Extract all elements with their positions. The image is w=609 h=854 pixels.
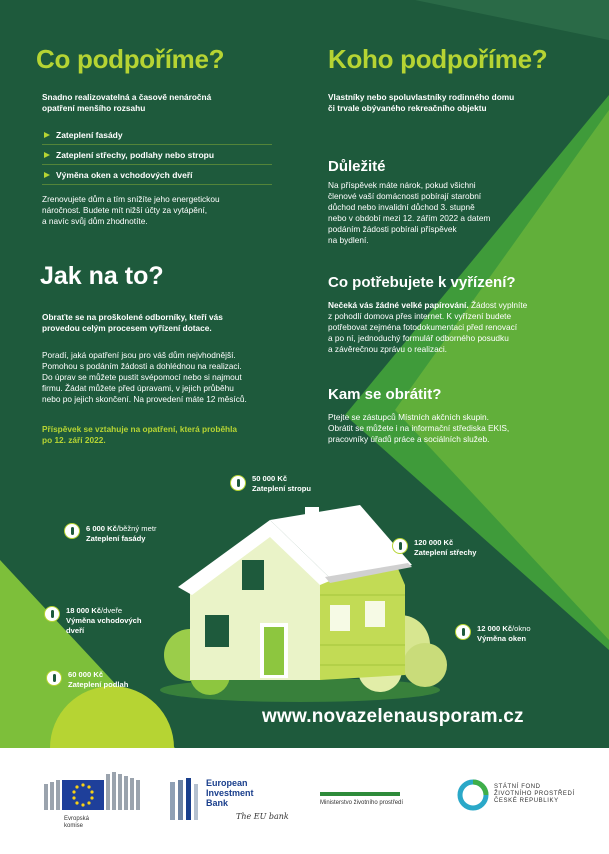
right-intro	[328, 92, 514, 114]
window-icon	[455, 624, 471, 640]
callout-floor	[68, 670, 128, 690]
callout-door-unit: /dveře	[101, 606, 123, 615]
how-note-line2: po 12. září 2022.	[42, 435, 106, 445]
thermometer-icon	[64, 523, 80, 539]
european-commission-logo	[42, 770, 152, 818]
thermometer-icon	[46, 670, 62, 686]
callout-facade	[86, 524, 157, 544]
contact-line: Ptejte se zástupců Místních akčních skupin.	[328, 412, 489, 422]
how-note-line1: Příspěvek se vztahuje na opatření, která proběhla	[42, 424, 238, 434]
eib-line: Bank	[206, 798, 229, 808]
measure-facade: Zateplení fasády	[42, 130, 272, 145]
important-body	[328, 180, 490, 246]
needs-line: potřebovat zejména fotodokumentaci před renovací	[328, 322, 518, 332]
bg-triangle-top	[415, 0, 609, 40]
how-intro	[42, 312, 223, 334]
footer-logos	[0, 748, 609, 854]
important-line: podáním žádosti pobírali příspěvek	[328, 224, 457, 234]
callout-window-unit: /okno	[512, 624, 531, 633]
callout-door-price: 18 000 Kč	[66, 606, 102, 615]
thermometer-icon	[392, 538, 408, 554]
callout-window	[477, 624, 531, 644]
sfzp-line: ŽIVOTNÍHO PROSTŘEDÍ	[494, 791, 575, 797]
how-body-line: nebo po jejich skončení. Na provedení máte 12 měsíců.	[42, 394, 247, 404]
benefit-line2: náročnost. Budete mít nižší účty za vytápění,	[42, 205, 208, 215]
benefit-line1: Zrenovujete dům a tím snížíte jeho energetickou	[42, 194, 220, 204]
eib-tagline: The EU bank	[236, 812, 289, 821]
how-intro-line1: Obraťte se na proškolené odborníky, kteří vás	[42, 312, 223, 322]
ec-caption-line: Evropská	[64, 816, 90, 822]
callout-facade-unit: /běžný metr	[116, 524, 157, 533]
contact-line: Obrátit se můžete i na informační střediska EKIS,	[328, 423, 510, 433]
needs-line: Žádost vyplníte	[468, 300, 528, 310]
callout-floor-label: Zateplení podlah	[68, 680, 129, 689]
how-title: Jak na to?	[40, 262, 164, 290]
mzp-name: Ministerstvo životního prostředí	[320, 800, 404, 806]
left-intro-line2: opatření menšího rozsahu	[42, 103, 146, 113]
callout-floor-price: 60 000 Kč	[68, 670, 104, 679]
how-body-line: Pomohou s podáním žádosti a dohlédnou na realizaci.	[42, 361, 242, 371]
measures-list	[42, 130, 272, 190]
sfzp-line: ČESKÉ REPUBLIKY	[494, 798, 559, 804]
left-intro-line1: Snadno realizovatelná a časově nenáročná	[42, 92, 212, 102]
sfzp-line: STÁTNÍ FOND	[494, 784, 541, 790]
important-line: členové vaší domácnosti pobírají starobní	[328, 191, 482, 201]
callout-window-price: 12 000 Kč	[477, 624, 513, 633]
how-body-line: Do úprav se můžete pustit svépomocí nebo si najmout	[42, 372, 242, 382]
needs-lead: Nečeká vás žádné velké papírování.	[328, 300, 469, 310]
callout-facade-label: Zateplení fasády	[86, 534, 146, 543]
callout-window-label: Výměna oken	[477, 634, 526, 643]
needs-line: a po ní, jednoduchý formulář odborného posudku	[328, 333, 509, 343]
mzp-logo-bar	[320, 792, 400, 796]
how-body	[42, 350, 247, 405]
callout-facade-price: 6 000 Kč	[86, 524, 117, 533]
callout-door-label: dveří	[66, 626, 85, 635]
important-line: nebo v období mezi 12. zářím 2022 a datem	[328, 213, 491, 223]
callout-roofing	[414, 538, 476, 558]
sfzp-name	[494, 784, 575, 805]
eib-name	[206, 778, 254, 808]
how-body-line: Poradí, jaká opatření jsou pro váš dům nejvhodnější.	[42, 350, 236, 360]
contact-body	[328, 412, 509, 445]
website-link[interactable]: www.novazelenausporam.cz	[262, 706, 524, 727]
right-intro-line2: či trvale obývaného rekreačního objektu	[328, 103, 487, 113]
how-body-line: firmu. Žádat můžete před úpravami, v jejich průběhu	[42, 383, 234, 393]
important-title: Důležité	[328, 158, 386, 175]
important-line: Na příspěvek máte nárok, pokud všichni	[328, 180, 476, 190]
callout-door-label: Výměna vchodových	[66, 616, 142, 625]
how-note	[42, 424, 237, 446]
house-illustration	[150, 505, 450, 705]
left-title: Co podpoříme?	[36, 44, 225, 74]
important-line: důchod nebo invalidní důchod 3. stupně	[328, 202, 475, 212]
benefit-line3: a navíc svůj dům zhodnotíte.	[42, 216, 148, 226]
needs-line: a závěrečnou zprávu o realizaci.	[328, 344, 447, 354]
sfzp-logo-mark	[456, 778, 490, 812]
thermometer-icon	[230, 475, 246, 491]
contact-line: pracovníky úřadů práce a sociálních služeb.	[328, 434, 490, 444]
left-benefit	[42, 194, 220, 227]
ec-caption-line: komise	[64, 823, 84, 829]
right-title: Koho podpoříme?	[328, 44, 548, 74]
callout-roof	[252, 474, 311, 494]
eib-line: Investment	[206, 788, 254, 798]
eib-line: European	[206, 778, 248, 788]
eib-logo-mark	[168, 778, 200, 822]
callout-roofing-price: 120 000 Kč	[414, 538, 454, 547]
measure-roof-floor: Zateplení střechy, podlahy nebo stropu	[42, 150, 272, 165]
callout-roofing-label: Zateplení střechy	[414, 548, 477, 557]
needs-body	[328, 300, 578, 355]
callout-roof-label: Zateplení stropu	[252, 484, 312, 493]
contact-title: Kam se obrátit?	[328, 386, 442, 403]
right-intro-line1: Vlastníky nebo spoluvlastníky rodinného domu	[328, 92, 515, 102]
needs-title: Co potřebujete k vyřízení?	[328, 274, 516, 291]
ec-caption	[64, 816, 89, 830]
important-line: na bydlení.	[328, 235, 369, 245]
door-icon	[44, 606, 60, 622]
left-intro	[42, 92, 211, 114]
needs-line-first	[328, 300, 578, 311]
callout-roof-price: 50 000 Kč	[252, 474, 288, 483]
needs-line: z pohodlí domova přes internet. K vyřízení budete	[328, 311, 512, 321]
measure-windows: Výměna oken a vchodových dveří	[42, 170, 272, 185]
callout-door	[66, 606, 142, 636]
how-intro-line2: provedou celým procesem vyřízení dotace.	[42, 323, 212, 333]
